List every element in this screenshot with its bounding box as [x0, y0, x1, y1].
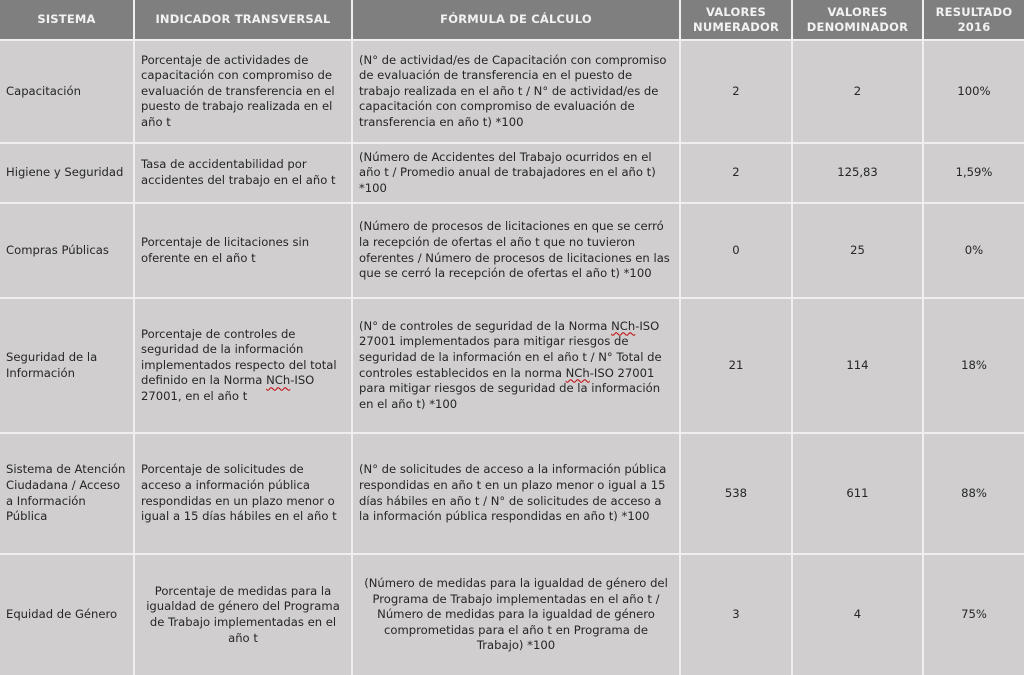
indicador-text: Porcentaje de controles de seguridad de la información implementados respecto del total definido en la Norma: [141, 326, 337, 388]
cell-numerador: 538: [680, 433, 792, 554]
cell-formula: [352, 298, 680, 433]
cell-sistema: Capacitación: [0, 40, 134, 143]
cell-denominador: 2: [792, 40, 923, 143]
indicador-text: -ISO 27001, en el año t: [141, 373, 315, 403]
cell-numerador: 21: [680, 298, 792, 433]
cell-indicador: Porcentaje de licitaciones sin oferente en el año t: [134, 203, 352, 298]
cell-numerador: 2: [680, 143, 792, 203]
cell-denominador: 4: [792, 554, 923, 675]
cell-resultado: 1,59%: [923, 143, 1024, 203]
header-sistema: SISTEMA: [0, 0, 134, 40]
cell-indicador: Porcentaje de medidas para la igualdad de género del Programa de Trabajo implementadas en el año t: [134, 554, 352, 675]
table-row: [0, 40, 1024, 143]
header-row: [0, 0, 1024, 40]
formula-text: -ISO 27001 implementados para mitigar riesgos de seguridad de la información en el año t / N° Total de controles establecidos en la norma: [359, 318, 662, 380]
cell-resultado: 100%: [923, 40, 1024, 143]
header-formula: FÓRMULA DE CÁLCULO: [352, 0, 680, 40]
cell-denominador: 611: [792, 433, 923, 554]
cell-formula: (Número de Accidentes del Trabajo ocurridos en el año t / Promedio anual de trabajadores en el año t) *100: [352, 143, 680, 203]
cell-formula: (Número de medidas para la igualdad de género del Programa de Trabajo implementadas en el año t / Número de medidas para la igualdad de género comprometidas para el año t en Programa de Trabajo) *100: [352, 554, 680, 675]
cell-indicador: [134, 298, 352, 433]
cell-indicador: Porcentaje de actividades de capacitación con compromiso de evaluación de transferencia en el puesto de trabajo realizada en el año t: [134, 40, 352, 143]
cell-formula: (Número de procesos de licitaciones en que se cerró la recepción de ofertas el año t que no tuvieron oferentes / Número de procesos de licitaciones en las que se cerró la recepción de ofertas el año t) *100: [352, 203, 680, 298]
spellcheck-word: NCh: [565, 365, 590, 380]
cell-sistema: Seguridad de la Información: [0, 298, 134, 433]
header-resultado: RESULTADO 2016: [923, 0, 1024, 40]
cell-resultado: 18%: [923, 298, 1024, 433]
cell-formula: (N° de actividad/es de Capacitación con compromiso de evaluación de transferencia en el puesto de trabajo realizada en el año t / N° de actividad/es de capacitación con compromiso de evaluación de transferencia en año t) *100: [352, 40, 680, 143]
cell-sistema: Equidad de Género: [0, 554, 134, 675]
cell-indicador: Porcentaje de solicitudes de acceso a información pública respondidas en un plazo menor o igual a 15 días hábiles en el año t: [134, 433, 352, 554]
formula-text: (N° de controles de seguridad de la Norma: [359, 318, 612, 333]
table-row: [0, 298, 1024, 433]
table-row: [0, 203, 1024, 298]
spellcheck-word: NCh: [611, 318, 636, 333]
cell-sistema: Sistema de Atención Ciudadana / Acceso a Información Pública: [0, 433, 134, 554]
cell-resultado: 75%: [923, 554, 1024, 675]
header-numerador: VALORES NUMERADOR: [680, 0, 792, 40]
header-denominador: VALORES DENOMINADOR: [792, 0, 923, 40]
cell-indicador: Tasa de accidentabilidad por accidentes del trabajo en el año t: [134, 143, 352, 203]
cell-numerador: 0: [680, 203, 792, 298]
table-row: [0, 433, 1024, 554]
cell-denominador: 125,83: [792, 143, 923, 203]
formula-text: -ISO 27001 para mitigar riesgos de seguridad de la información en el año t) *100: [359, 365, 661, 411]
header-indicador: INDICADOR TRANSVERSAL: [134, 0, 352, 40]
cell-sistema: Compras Públicas: [0, 203, 134, 298]
table-row: [0, 143, 1024, 203]
cell-numerador: 3: [680, 554, 792, 675]
spellcheck-word: NCh: [266, 373, 291, 388]
cell-denominador: 114: [792, 298, 923, 433]
cell-denominador: 25: [792, 203, 923, 298]
cell-resultado: 0%: [923, 203, 1024, 298]
cell-resultado: 88%: [923, 433, 1024, 554]
table-row: [0, 554, 1024, 675]
cell-formula: (N° de solicitudes de acceso a la información pública respondidas en año t en un plazo menor o igual a 15 días hábiles en año t / N° de solicitudes de acceso a la información pública respondidas en año t) *100: [352, 433, 680, 554]
cell-sistema: Higiene y Seguridad: [0, 143, 134, 203]
cell-numerador: 2: [680, 40, 792, 143]
